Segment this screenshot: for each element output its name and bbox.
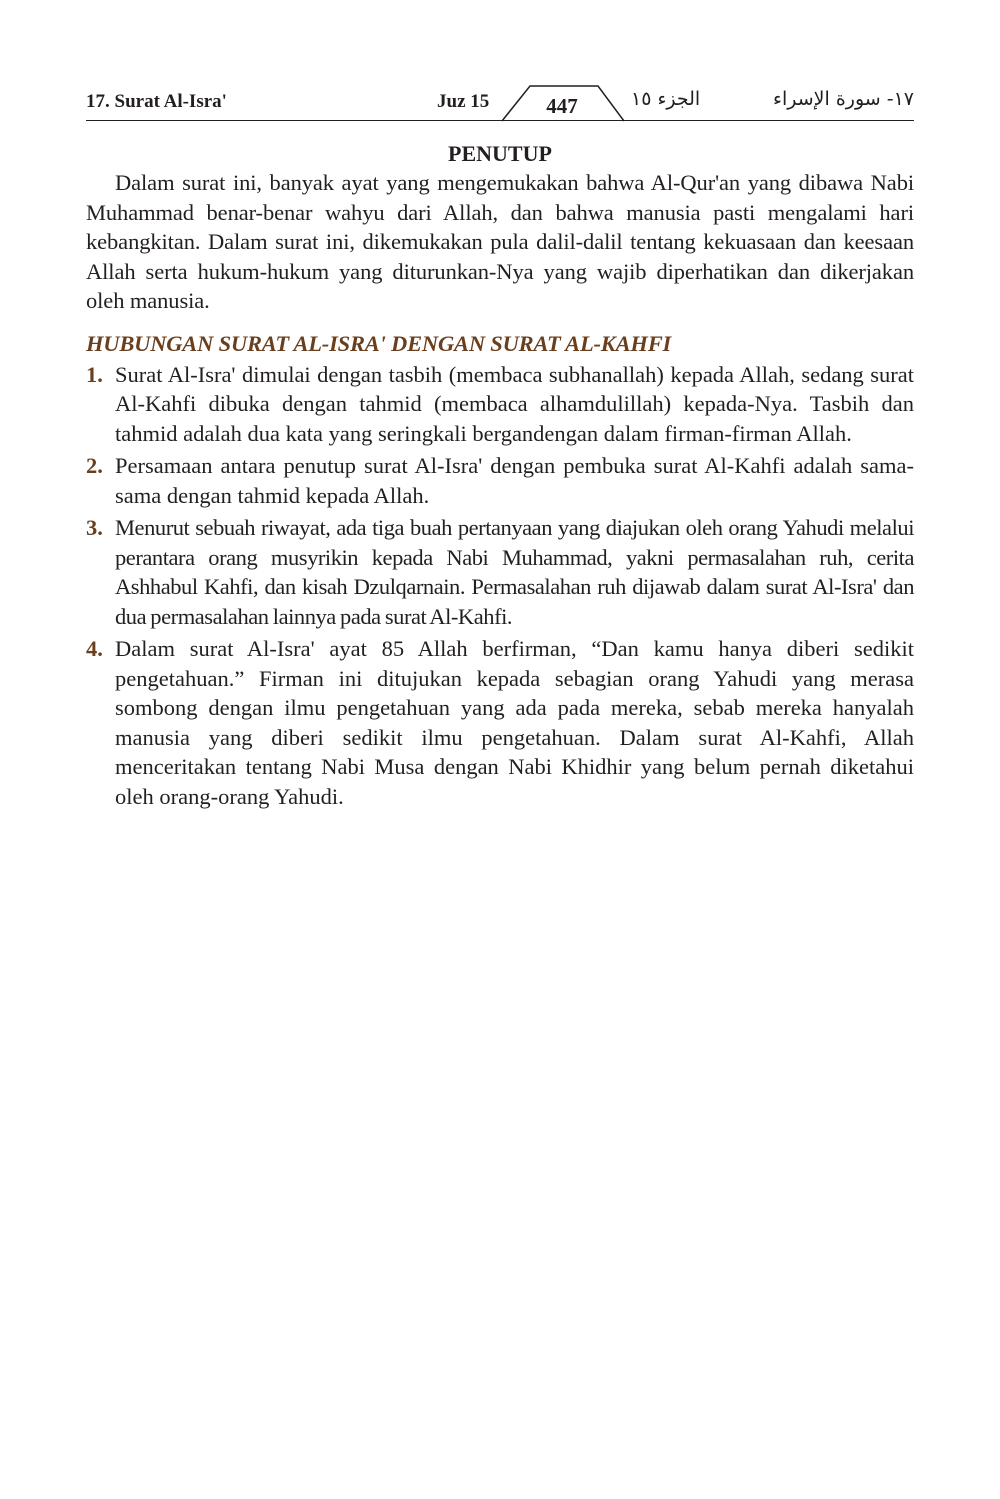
relation-title: HUBUNGAN SURAT AL-ISRA' DENGAN SURAT AL-KAHFI — [86, 330, 672, 356]
section-paragraph: Dalam surat ini, banyak ayat yang mengemukakan bahwa Al-Qur'an yang dibawa Nabi Muhammad benar-benar wahyu dari Allah, dan bahwa manusia pasti mengalami hari kebangkitan. Dalam surat ini, dikemukakan pula dalil-dalil tentang kekuasaan dan keesaan Allah serta hukum-hukum yang diturunkan-Nya yang wajib diperhatikan dan dikerjakan oleh manusia. — [86, 170, 914, 313]
header-rule — [86, 120, 914, 121]
page-content — [86, 139, 914, 814]
section-title: PENUTUP — [448, 141, 552, 166]
header-surah-latin: 17. Surat Al-Isra' — [86, 91, 227, 112]
list-item — [86, 360, 914, 449]
list-item — [86, 634, 914, 811]
list-item — [86, 513, 914, 631]
page-number: 447 — [546, 94, 578, 118]
list-item-number: 1. — [86, 361, 103, 387]
list-item-number: 2. — [86, 453, 103, 478]
list-item-text: Persamaan antara penutup surat Al-Isra' dengan pembuka surat Al-Kahfi adalah sama-sama dengan tahmid kepada Allah. — [115, 453, 914, 508]
header-surah-arabic: ١٧- سورة الإسراء — [773, 88, 914, 110]
header-juz-latin: Juz 15 — [437, 91, 490, 112]
header-juz-arabic: الجزء ١٥ — [631, 88, 701, 110]
relation-list — [86, 360, 914, 812]
list-item-text: Surat Al-Isra' dimulai dengan tasbih (membaca subhanallah) kepada Allah, sedang surat Al-Kahfi dibuka dengan tahmid (membaca alhamdulillah) kepada-Nya. Tasbih dan tahmid adalah dua kata yang seringkali bergandengan dalam firman-firman Allah. — [115, 361, 914, 446]
list-item-number: 4. — [86, 636, 103, 661]
list-item-text: Dalam surat Al-Isra' ayat 85 Allah berfirman, “Dan kamu hanya diberi sedikit pengetahuan.” Firman ini ditujukan kepada sebagian orang Yahudi yang merasa sombong dengan ilmu pengetahuan yang ada pada mereka, sebab mereka hanyalah manusia yang diberi sedikit ilmu pengetahuan. Dalam surat Al-Kahfi, Allah menceritakan tentang Nabi Musa dengan Nabi Khidhir yang belum pernah diketahui oleh orang-orang Yahudi. — [115, 636, 914, 809]
list-item — [86, 451, 914, 510]
page-header — [86, 84, 914, 124]
list-item-number: 3. — [86, 515, 103, 540]
list-item-text: Menurut sebuah riwayat, ada tiga buah pertanyaan yang diajukan oleh orang Yahudi melalui perantara orang musyrikin kepada Nabi Muhammad, yakni permasalahan ruh, cerita Ashhabul Kahfi, dan kisah Dzulqarnain. Permasalahan ruh dijawab dalam surat Al-Isra' dan dua permasalahan lainnya pada surat Al-Kahfi. — [115, 515, 914, 629]
